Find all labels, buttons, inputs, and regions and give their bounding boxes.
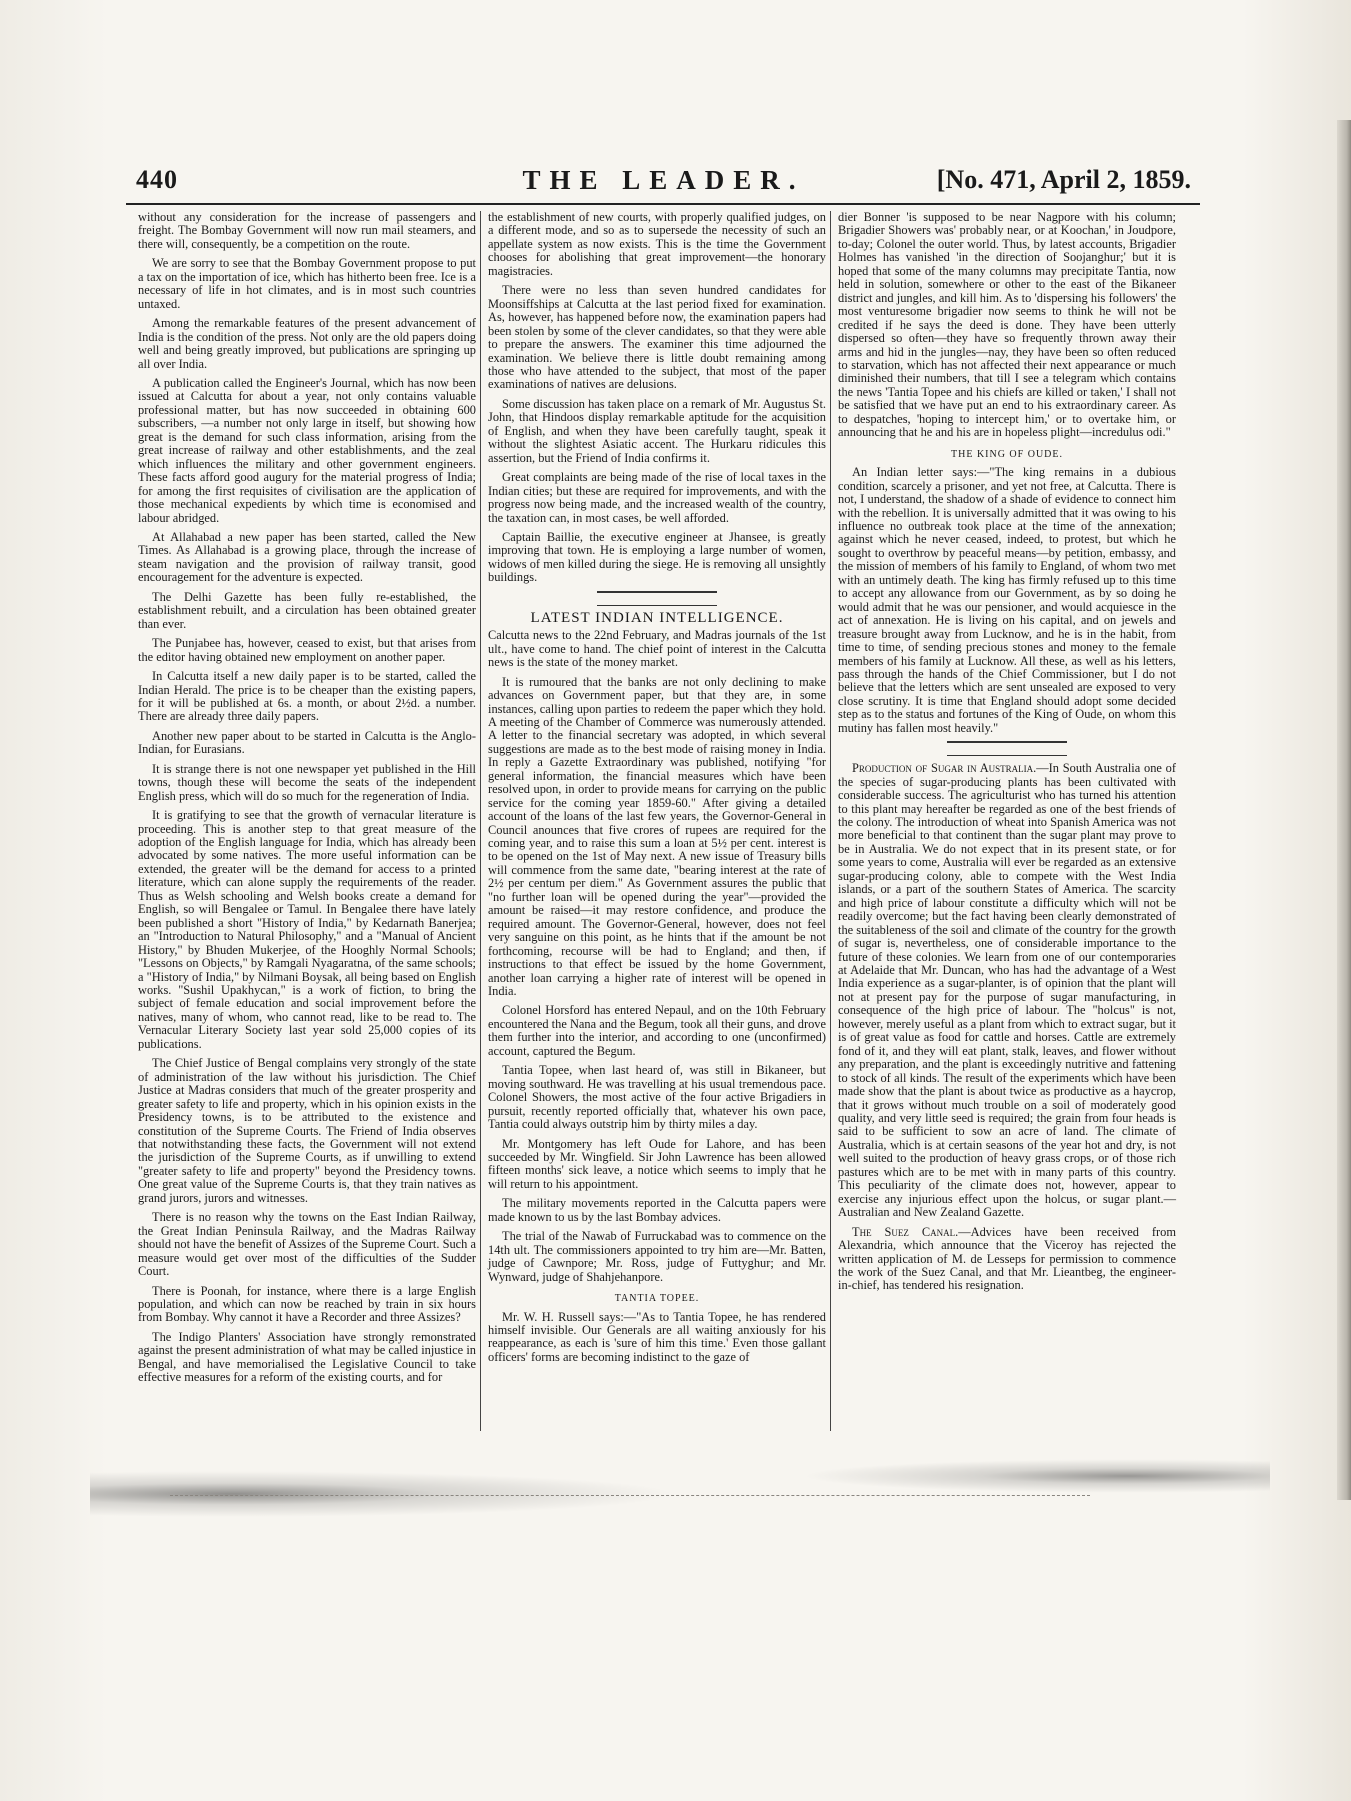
paragraph-text: —Advices have been received from Alexandria, which announce that the Viceroy has rejected the written application of M. de Lesseps for permission to commence the work of the Suez Canal, and that Mr. Lieantbeg, the engineer-in-chief, has tendered his resignation.	[838, 1224, 1176, 1293]
paragraph: There is Poonah, for instance, where there is a large English population, and which can now be reached by train in six hours from Bombay. Why cannot it have a Recorder and three Assizes?	[138, 1283, 476, 1325]
paragraph: the establishment of new courts, with properly qualified judges, on a different mode, and so as to supersede the necessity of such an appellate system as now exists. This is the time the Government chooses for abolishing that great improvement—the honorary magistracies.	[488, 210, 826, 278]
paragraph: The Delhi Gazette has been fully re-established, the establishment rebuilt, and a circulation has been obtained greater than ever.	[138, 589, 476, 631]
section-divider	[597, 591, 717, 606]
lead-in: Production of Sugar in Australia.	[852, 761, 1037, 776]
paragraph: The Chief Justice of Bengal complains very strongly of the state of administration of the law without his jurisdiction. The Chief Justice at Madras considers that much of the greater prosperity and greater safety to life and property, which in his opinion exists in the Presidency towns, is to be attributed to the existence and constitution of the Supreme Courts. The Friend of India observes that notwithstanding these facts, the Government will not extend the jurisdiction of the Supreme Courts, as if unwilling to extend "greater safety to life and property" beyond the Presidency towns. One great value of the Supreme Courts is, that they train natives as grand jurors, jurors and witnesses.	[138, 1056, 476, 1205]
binding-edge	[1337, 120, 1351, 1500]
paragraph: Mr. Montgomery has left Oude for Lahore, and has been succeeded by Mr. Wingfield. Sir John Lawrence has been allowed fifteen months' sick leave, a notice which seems to imply that he will return to his appointment.	[488, 1136, 826, 1191]
paragraph: We are sorry to see that the Bombay Government propose to put a tax on the importation of ice, which has hitherto been free. Ice is a necessary of life in hot climates, and is in most such countries untaxed.	[138, 256, 476, 311]
section-heading-latest-indian-intelligence: LATEST INDIAN INTELLIGENCE.	[530, 609, 784, 626]
paragraph: Colonel Horsford has entered Nepaul, and on the 10th February encountered the Nana and the Begum, took all their guns, and drove them further into the interior, and according to one (unconfirmed) account, captured the Begum.	[488, 1003, 826, 1058]
paragraph: Great complaints are being made of the rise of local taxes in the Indian cities; but these are required for improvements, and with the progress now being made, and the increased wealth of the country, the taxation can, in most cases, be well afforded.	[488, 470, 826, 525]
column-1	[138, 211, 476, 1391]
paragraph: At Allahabad a new paper has been started, called the New Times. As Allahabad is a growing place, through the increase of steam navigation and the provision of railway transit, good encouragement for the adventure is expected.	[138, 529, 476, 585]
paragraph: dier Bonner 'is supposed to be near Nagpore with his column; Brigadier Showers was' probably near, or at Koochan,' in Joudpore, to-day; Colonel the outer world. Thus, by latest accounts, Brigadier Holmes has vanished 'in the direction of Soojanghur;' but it is hoped that some of the many columns may precipitate Tantia, now held in solution, somewhere or other to the east of the Bikaneer district and jungles, and kill him. As to 'dispersing his followers' the most venturesome brigadier now seems to think he will not be credited if he says the deed is done. They have been utterly dispersed so often—they have so frequently thrown away their arms and hid in the jungles—nay, they have been so often reduced to starvation, which has not affected their next appearance or much diminished their numbers, that till I see a telegram which contains the news 'Tantia Topee and his chiefs are killed or taken,' I shall not be satisfied that we have put an end to his extraordinary career. As to despatches, 'hoping to intercept him,' or to overtake him, or announcing that he and his are in hopeless plight—incredulus odi."	[838, 210, 1176, 440]
paragraph: It is gratifying to see that the growth of vernacular literature is proceeding. This is another step to that great measure of the adoption of the English language for India, which has already been advocated by some natives. The more useful information can be extended, the greater will be the demand for access to a printed literature, which can alone supply the requirements of the reader. Thus as Welsh schooling and Welsh books create a demand for English, so will Bengalee or Tamul. In Bengalee there have lately been published a short "History of India," by Kedarnath Banerjea; an "Introduction to Natural Philosophy," and a "Manual of Ancient History," by Bhuden Mukerjee, of the Hooghly Normal Schools; "Lessons on Objects," by Ramgali Nyagaratna, of the same schools; a "History of India," by Nilmani Boysak, all being based on English works. "Sushil Upakhycan," is a work of fiction, to bring the subject of female education and social improvement before the natives, many of whom, who cannot read, like to be read to. The Vernacular Literary Society last year sold 25,000 copies of its publications.	[138, 808, 476, 1051]
page-number: 440	[136, 165, 178, 194]
column-2	[488, 211, 826, 1370]
paragraph: Some discussion has taken place on a remark of Mr. Augustus St. John, that Hindoos display remarkable aptitude for the acquisition of English, and when they have been carefully taught, speak it without the slightest Asiatic accent. The Hurkaru ridicules this assertion, but the Friend of India confirms it.	[488, 396, 826, 465]
paragraph: There is no reason why the towns on the East Indian Railway, the Great Indian Peninsula Railway, and the Madras Railway should not have the benefit of Assizes of the Supreme Court. Such a measure would get over most of the difficulties of the Sudder Court.	[138, 1210, 476, 1279]
newspaper-title: THE LEADER.	[522, 165, 805, 195]
paragraph: The Punjabee has, however, ceased to exist, but that arises from the editor having obtained new employment on another paper.	[138, 636, 476, 664]
section-divider	[947, 741, 1067, 756]
paragraph: Captain Baillie, the executive engineer at Jhansee, is greatly improving that town. He is employing a large number of women, widows of men killed during the siege. He is removing all unsightly buildings.	[488, 529, 826, 585]
paragraph: It is strange there is not one newspaper yet published in the Hill towns, though these will become the seats of the independent English press, which will do so much for the regeneration of India.	[138, 761, 476, 803]
paragraph: Among the remarkable features of the present advancement of India is the condition of the press. Not only are the old papers doing well and being greatly improved, but publications are springing up all over India.	[138, 316, 476, 371]
paragraph: It is rumoured that the banks are not only declining to make advances on Government paper, but that they are, in some instances, calling upon parties to redeem the paper which they hold. A meeting of the Chamber of Commerce was numerously attended. A letter to the financial secretary was adopted, in which several suggestions are made as to the best mode of raising money in India. In reply a Gazette Extraordinary was published, notifying "for general information, the financial measures which have been resolved upon, in order to provide means for carrying on the public service for the coming year 1859-60." After giving a detailed account of the loans of the last few years, the Governor-General in Council anounces that five crores of rupees are required for the coming year, and to raise this sum a loan at 5½ per cent. interest is to be opened on the 1st of May next. A new issue of Treasury bills will commence from the same date, "bearing interest at the rate of 2½ per centum per diem." As Government assures the public that "no further loan will be opened during the year"—provided the amount be raised—it may restore confidence, and produce the required amount. The Governor-General, however, does not feel very sanguine on this point, as he hints that if the amount be not forthcoming, recourse will be had to England; and then, if instructions to that effect be issued by the home Government, another loan carrying a higher rate of interest will be opened in India.	[488, 674, 826, 999]
page-edge-shadow	[90, 1440, 1270, 1530]
subheading-king-of-oude: THE KING OF OUDE.	[951, 448, 1063, 460]
column-3	[838, 211, 1176, 1299]
paragraph-suez	[838, 1226, 1176, 1293]
paragraph: Tantia Topee, when last heard of, was still in Bikaneer, but moving southward. He was travelling at his usual tremendous pace. Colonel Showers, the most active of the four active Brigadiers in pursuit, recently reported officially that, whatever his own pace, Tantia could always outstrip him by thirty miles a day.	[488, 1063, 826, 1132]
paragraph: There were no less than seven hundred candidates for Moonsiffships at Calcutta at the last period fixed for examination. As, however, has happened before now, the examination papers had been stolen by some of the clever candidates, so that they were able to prepare the answers. The examiner this time adjourned the examination. We believe there is little doubt remaining among those who have attended to the subject, that most of the paper examinations of natives are delusions.	[488, 283, 826, 392]
paragraph: A publication called the Engineer's Journal, which has now been issued at Calcutta for about a year, not only contains valuable professional matter, but has now succeeded in obtaining 600 subscribers, —a number not only large in itself, but showing how great is the demand for such class information, arising from the great increase of railway and other establishments, and the zeal which influences the military and other government engineers. These facts afford good augury for the material progress of India; for among the first requisites of civilisation are the application of those mechanical expedients by which time is economised and labour abridged.	[138, 375, 476, 525]
paragraph: Another new paper about to be started in Calcutta is the Anglo-Indian, for Eurasians.	[138, 728, 476, 757]
paragraph-text: —In South Australia one of the species of sugar-producing plants has been cultivated with considerable success. The agriculturist who has turned his attention to this plant may hereafter be regarded as one of the best friends of the colony. The introduction of wheat into Spanish America was not more beneficial to that continent than the sugar plant may prove to be in Australia. We do not expect that in its present state, or for some years to come, Australia will ever be regarded as an extensive sugar-producing colony, able to compete with the West India islands, or a part of the southern States of America. The scarcity and high price of labour constitute a difficulty which will not be readily overcome; but the fact having been clearly demonstrated of the suitableness of the soil and climate of the country for the growth of sugar is, nevertheless, one of considerable importance to the future of these colonies. We learn from one of our contemporaries at Adelaide that Mr. Duncan, who has had the advantage of a West India experience as a sugar-planter, is of opinion that the plant will not at present pay for the purpose of sugar manufacturing, in consequence of the high price of labour. The "holcus" is not, however, merely useful as a plant from which to extract sugar, but it is of great value as food for cattle and horses. Cattle are extremely fond of it, and they will eat plant, stalk, leaves, and flower without any preparation, and the plant is exceedingly nutritive and fattening to stock of all kinds. The result of the experiments which have been made show that the plant is about twice as productive as a haycrop, that it grows without much trouble on a soil of moderately good quality, and very little seed is required; the grain from four heads is said to be sufficient to sow an acre of land. The climate of Australia, which is at certain seasons of the year hot and dry, is not well suited to the production of heavy grass crops, or of those rich pastures which are to be met with in many parts of this country. This peculiarity of the climate does not, however, appear to exercise any injurious effect upon the holcus, or sugar plant.—Australian and New Zealand Gazette.	[838, 761, 1176, 1220]
paragraph: Calcutta news to the 22nd February, and Madras journals of the 1st ult., have come to hand. The chief point of interest in the Calcutta news is the state of the money market.	[488, 628, 826, 670]
lead-in: The Suez Canal.	[852, 1224, 959, 1239]
column-divider	[480, 211, 481, 1431]
subheading-tantia-topee: TANTIA TOPEE.	[614, 1293, 700, 1305]
paragraph: The Indigo Planters' Association have strongly remonstrated against the present administration of what may be called injustice in Bengal, and have memorialised the Legislative Council to take effective measures for a reform of the existing courts, and for	[138, 1329, 476, 1385]
paragraph: Mr. W. H. Russell says:—"As to Tantia Topee, he has rendered himself invisible. Our Generals are all waiting anxiously for his reappearance, as each is 'sure of him this time.' Even those gallant officers' forms are becoming indistinct to the gaze of	[488, 1309, 826, 1364]
paragraph-sugar	[838, 762, 1176, 1219]
masthead-rule	[126, 203, 1200, 205]
paragraph: An Indian letter says:—"The king remains in a dubious condition, scarcely a prisoner, and yet not free, at Calcutta. There is not, I understand, the shadow of a shade of evidence to connect him with the rebellion. It is universally admitted that it was owing to his influence no outbreak took place at the time of the annexation; against which he never ceased, indeed, to protest, but which he sought to overthrow by peaceful means—by petition, embassy, and the mission of members of his family to England, of whom two met with an untimely death. The king has firmly refused up to this time to accept any allowance from our Government, as by so doing he would admit that he was our pensioner, and would acquiesce in the act of annexation. He is living on his capital, and on jewels and treasure brought away from Lucknow, and he is in the habit, from time to time, of sending precious stones and money to the female members of his family at Lucknow. All these, as well as his letters, pass through the hands of the Chief Commissioner, but I do not believe that the letters which are sent unsealed are exposed to very close scrutiny. It is time that England should adopt some decided step as to the status and fortunes of the King of Oude, on whom this mutiny has fallen most heavily."	[838, 465, 1176, 735]
masthead	[136, 165, 1191, 203]
paragraph: The trial of the Nawab of Furruckabad was to commence on the 14th ult. The commissioners appointed to try him are—Mr. Batten, judge of Cawnpore; Mr. Ross, judge of Futtyghur; and Mr. Wynward, judge of Shahjehanpore.	[488, 1229, 826, 1284]
paragraph: without any consideration for the increase of passengers and freight. The Bombay Government will now run mail steamers, and there will, consequently, be a competition on the route.	[138, 210, 476, 251]
paragraph: The military movements reported in the Calcutta papers were made known to us by the last Bombay advices.	[488, 1196, 826, 1224]
paragraph: In Calcutta itself a new daily paper is to be started, called the Indian Herald. The price is to be cheaper than the existing papers, for it will be published at 6s. a month, or about 2½d. a number. There are already three daily papers.	[138, 669, 476, 724]
torn-edge	[170, 1495, 1090, 1496]
column-divider	[830, 211, 831, 1431]
issue-date: [No. 471, April 2, 1859.	[936, 165, 1191, 194]
